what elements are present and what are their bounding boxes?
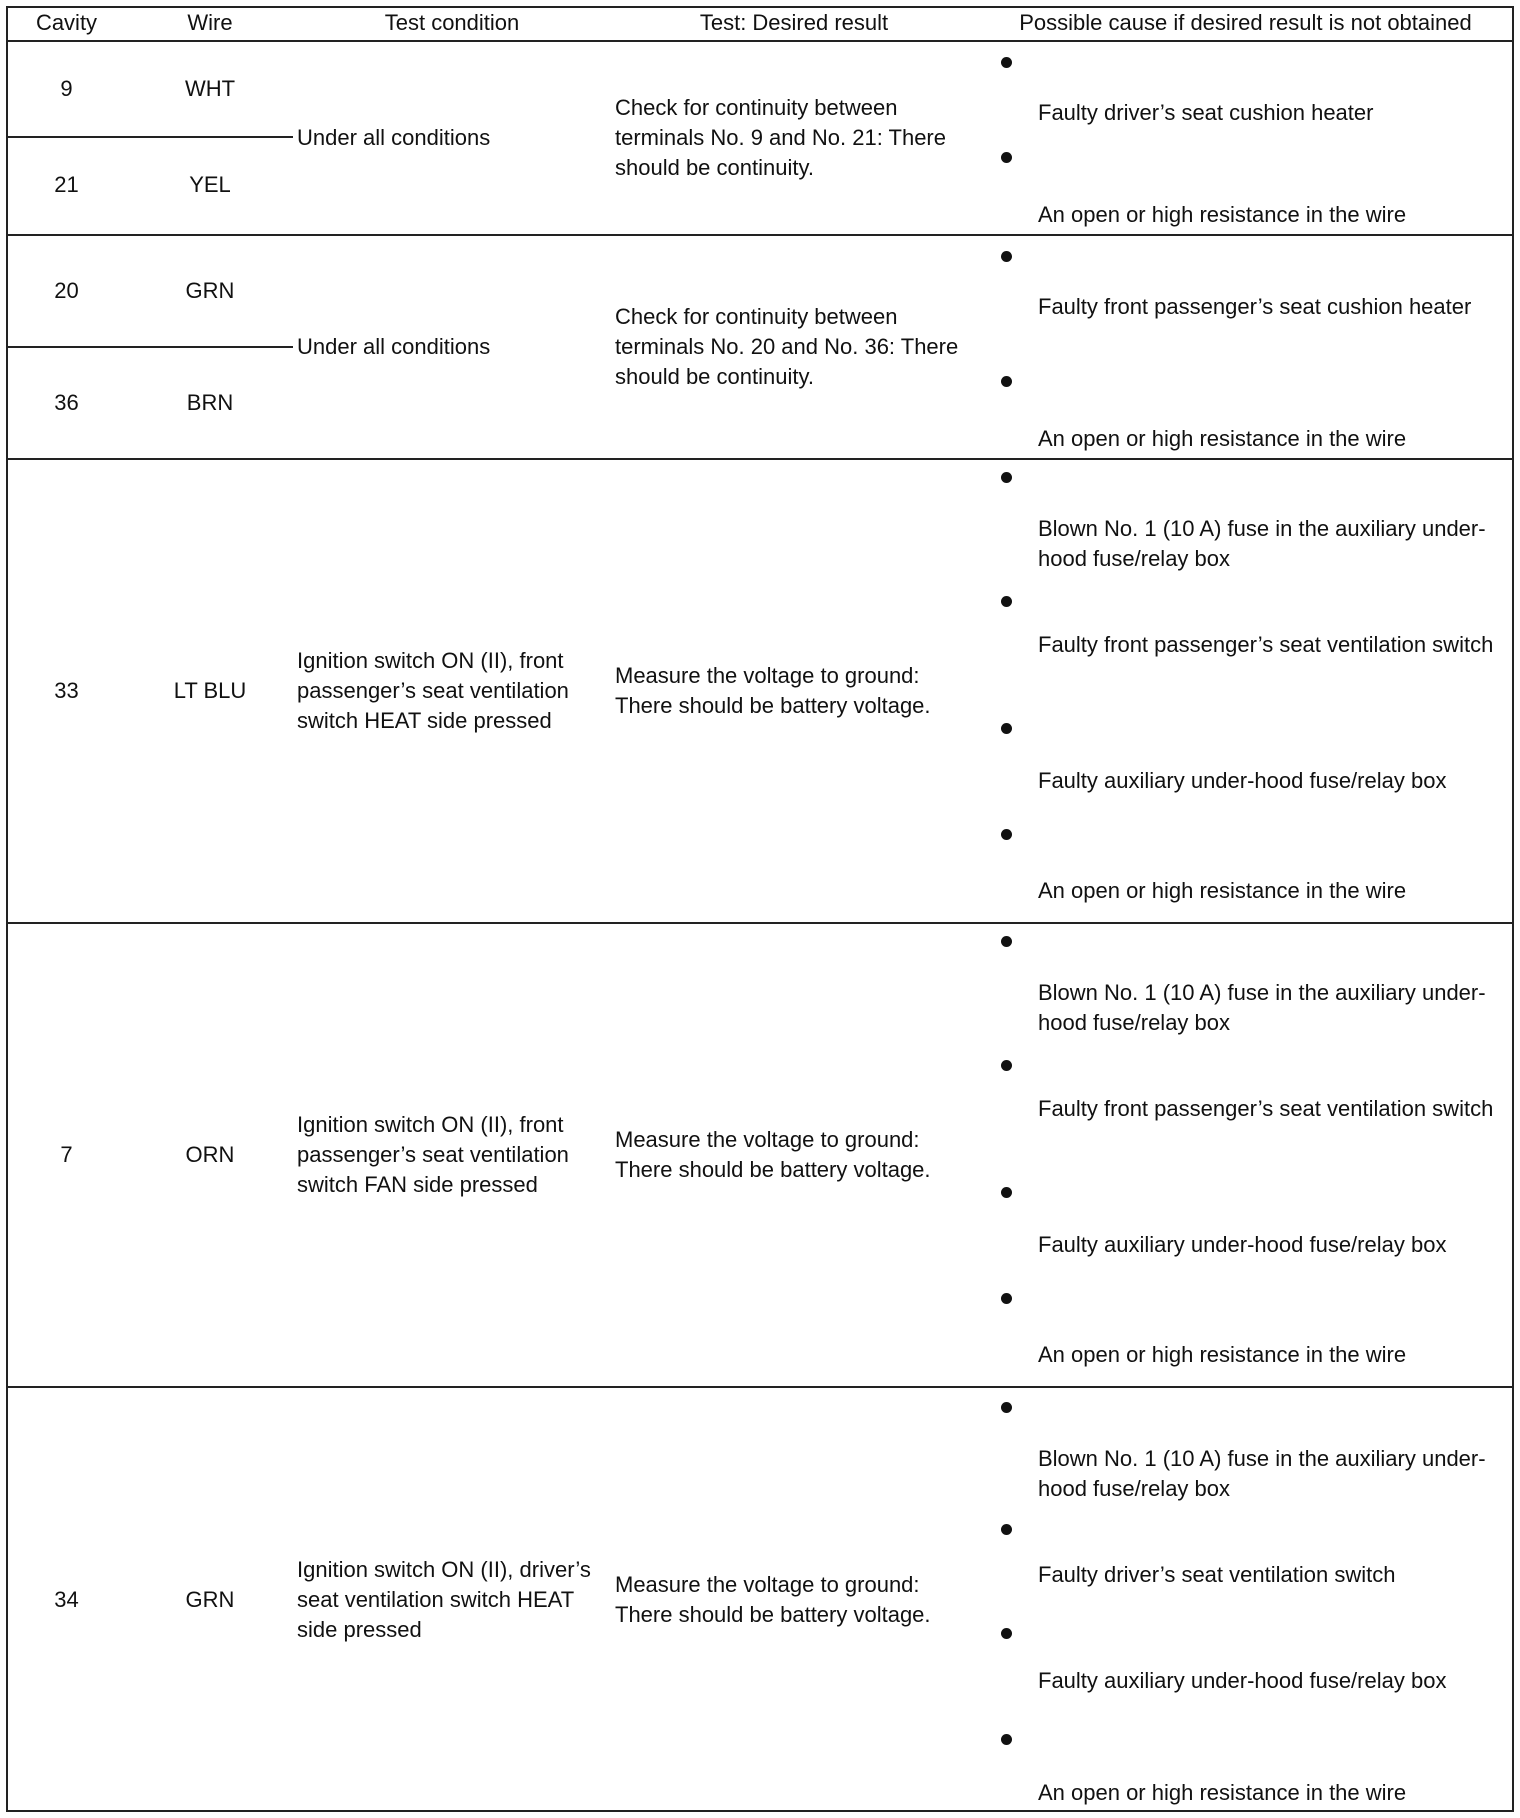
desired-result-text: Measure the voltage to ground: There should be battery voltage. xyxy=(615,663,931,718)
cause-text: An open or high resistance in the wire xyxy=(1038,1780,1407,1805)
wire-cell xyxy=(127,1388,293,1812)
test-condition-cell xyxy=(293,460,611,922)
cavity-cell xyxy=(6,42,127,136)
cavity-value: 34 xyxy=(54,1587,79,1612)
cause-list xyxy=(977,924,1514,1386)
cause-item xyxy=(977,596,1514,732)
cavity-value: 9 xyxy=(60,76,73,101)
cause-text: Faulty auxiliary under-hood fuse/relay box xyxy=(1038,1668,1447,1693)
cavity-cell xyxy=(6,236,127,346)
cavity-cell xyxy=(6,1388,127,1812)
cause-item xyxy=(977,138,1514,234)
cause-text: Faulty auxiliary under-hood fuse/relay box xyxy=(1038,768,1447,793)
test-condition-cell xyxy=(293,924,611,1386)
cavity-value: 7 xyxy=(60,1142,73,1167)
cavity-cell xyxy=(6,138,127,232)
test-condition-cell xyxy=(293,42,611,234)
desired-result-cell xyxy=(611,1388,977,1812)
cause-item xyxy=(977,836,1514,922)
wire-cell xyxy=(127,138,293,232)
bullet-icon xyxy=(1001,596,1012,607)
cause-list xyxy=(977,460,1514,922)
test-condition-text: Under all conditions xyxy=(297,125,491,150)
cause-text: Blown No. 1 (10 A) fuse in the auxiliary under-hood fuse/relay box xyxy=(1038,516,1486,571)
sub-row-divider xyxy=(6,346,293,348)
bullet-icon xyxy=(1001,251,1012,262)
cause-text: An open or high resistance in the wire xyxy=(1038,202,1407,227)
wire-value: YEL xyxy=(189,172,231,197)
cause-text: Blown No. 1 (10 A) fuse in the auxiliary under-hood fuse/relay box xyxy=(1038,1446,1486,1501)
bullet-icon xyxy=(1001,152,1012,163)
wire-value: BRN xyxy=(186,390,234,415)
cause-item xyxy=(977,1060,1514,1196)
desired-result-cell xyxy=(611,236,977,458)
test-condition-cell xyxy=(293,1388,611,1812)
table-row xyxy=(6,1388,1514,1812)
row-divider xyxy=(6,1386,1514,1388)
cause-text: Faulty front passenger’s seat ventilation switch xyxy=(1038,632,1494,657)
cause-list xyxy=(977,1388,1514,1812)
test-condition-cell xyxy=(293,236,611,458)
cavity-value: 36 xyxy=(54,390,79,415)
cause-list xyxy=(977,42,1514,234)
cavity-value: 20 xyxy=(54,278,79,303)
wire-cell xyxy=(127,924,293,1386)
cause-text: An open or high resistance in the wire xyxy=(1038,1342,1407,1367)
wire-value: ORN xyxy=(185,1142,235,1167)
cause-item xyxy=(977,460,1514,596)
bullet-icon xyxy=(1001,1402,1012,1413)
cavity-value: 33 xyxy=(54,678,79,703)
desired-result-text: Check for continuity between terminals No. 20 and No. 36: There should be continuity. xyxy=(615,304,959,389)
bullet-icon xyxy=(1001,723,1012,734)
table-header xyxy=(6,6,1514,40)
bullet-icon xyxy=(1001,1187,1012,1198)
bullet-icon xyxy=(1001,1060,1012,1071)
cause-text: Faulty front passenger’s seat ventilation switch xyxy=(1038,1096,1494,1121)
cause-text: An open or high resistance in the wire xyxy=(1038,878,1407,903)
header-desired-result: Test: Desired result xyxy=(699,10,889,35)
row-divider xyxy=(6,234,1514,236)
cause-item xyxy=(977,1628,1514,1732)
desired-result-cell xyxy=(611,42,977,234)
cause-text: An open or high resistance in the wire xyxy=(1038,426,1407,451)
row-divider xyxy=(6,40,1514,42)
header-possible-cause: Possible cause if desired result is not obtained xyxy=(1019,10,1472,35)
desired-result-cell xyxy=(611,460,977,922)
cause-text: Faulty driver’s seat ventilation switch xyxy=(1038,1562,1396,1587)
bullet-icon xyxy=(1001,1628,1012,1639)
cause-text: Faulty driver’s seat cushion heater xyxy=(1038,100,1374,125)
header-wire: Wire xyxy=(187,10,233,35)
cause-item xyxy=(977,1300,1514,1386)
bullet-icon xyxy=(1001,472,1012,483)
desired-result-text: Check for continuity between terminals No. 9 and No. 21: There should be continuity. xyxy=(615,95,946,180)
cause-item xyxy=(977,42,1514,138)
desired-result-text: Measure the voltage to ground: There should be battery voltage. xyxy=(615,1127,931,1182)
wire-cell xyxy=(127,236,293,346)
cause-item xyxy=(977,732,1514,836)
bullet-icon xyxy=(1001,57,1012,68)
wire-value: GRN xyxy=(185,1587,235,1612)
test-condition-text: Under all conditions xyxy=(297,334,491,359)
wire-value: WHT xyxy=(184,76,236,101)
sub-row-divider xyxy=(6,136,293,138)
cause-item xyxy=(977,1196,1514,1300)
cause-item xyxy=(977,1388,1514,1524)
cavity-cell xyxy=(6,348,127,458)
cause-item xyxy=(977,1524,1514,1628)
test-condition-text: Ignition switch ON (II), front passenger’s seat ventilation switch FAN side pressed xyxy=(297,1112,569,1197)
desired-result-cell xyxy=(611,924,977,1386)
cause-text: Faulty auxiliary under-hood fuse/relay box xyxy=(1038,1232,1447,1257)
wire-cell xyxy=(127,42,293,136)
table-row xyxy=(6,42,1514,234)
cause-item xyxy=(977,924,1514,1060)
table-row xyxy=(6,924,1514,1386)
bullet-icon xyxy=(1001,936,1012,947)
test-condition-text: Ignition switch ON (II), driver’s seat ventilation switch HEAT side pressed xyxy=(297,1557,591,1642)
header-test-condition: Test condition xyxy=(384,10,520,35)
cause-item xyxy=(977,236,1514,372)
wire-cell xyxy=(127,460,293,922)
cause-item xyxy=(977,1732,1514,1812)
row-divider xyxy=(6,458,1514,460)
bullet-icon xyxy=(1001,376,1012,387)
table-row xyxy=(6,460,1514,922)
bullet-icon xyxy=(1001,1734,1012,1745)
wire-value: GRN xyxy=(185,278,235,303)
desired-result-text: Measure the voltage to ground: There should be battery voltage. xyxy=(615,1572,931,1627)
cavity-value: 21 xyxy=(54,172,79,197)
wire-value: LT BLU xyxy=(173,678,247,703)
bullet-icon xyxy=(1001,1524,1012,1535)
cavity-cell xyxy=(6,924,127,1386)
wire-cell xyxy=(127,348,293,458)
test-condition-text: Ignition switch ON (II), front passenger’s seat ventilation switch HEAT side pressed xyxy=(297,648,569,733)
cause-item xyxy=(977,372,1514,458)
bullet-icon xyxy=(1001,1293,1012,1304)
header-cavity: Cavity xyxy=(35,10,98,35)
bullet-icon xyxy=(1001,829,1012,840)
cause-text: Blown No. 1 (10 A) fuse in the auxiliary under-hood fuse/relay box xyxy=(1038,980,1486,1035)
cause-list xyxy=(977,236,1514,458)
cause-text: Faulty front passenger’s seat cushion heater xyxy=(1038,294,1472,319)
row-divider xyxy=(6,922,1514,924)
cavity-cell xyxy=(6,460,127,922)
